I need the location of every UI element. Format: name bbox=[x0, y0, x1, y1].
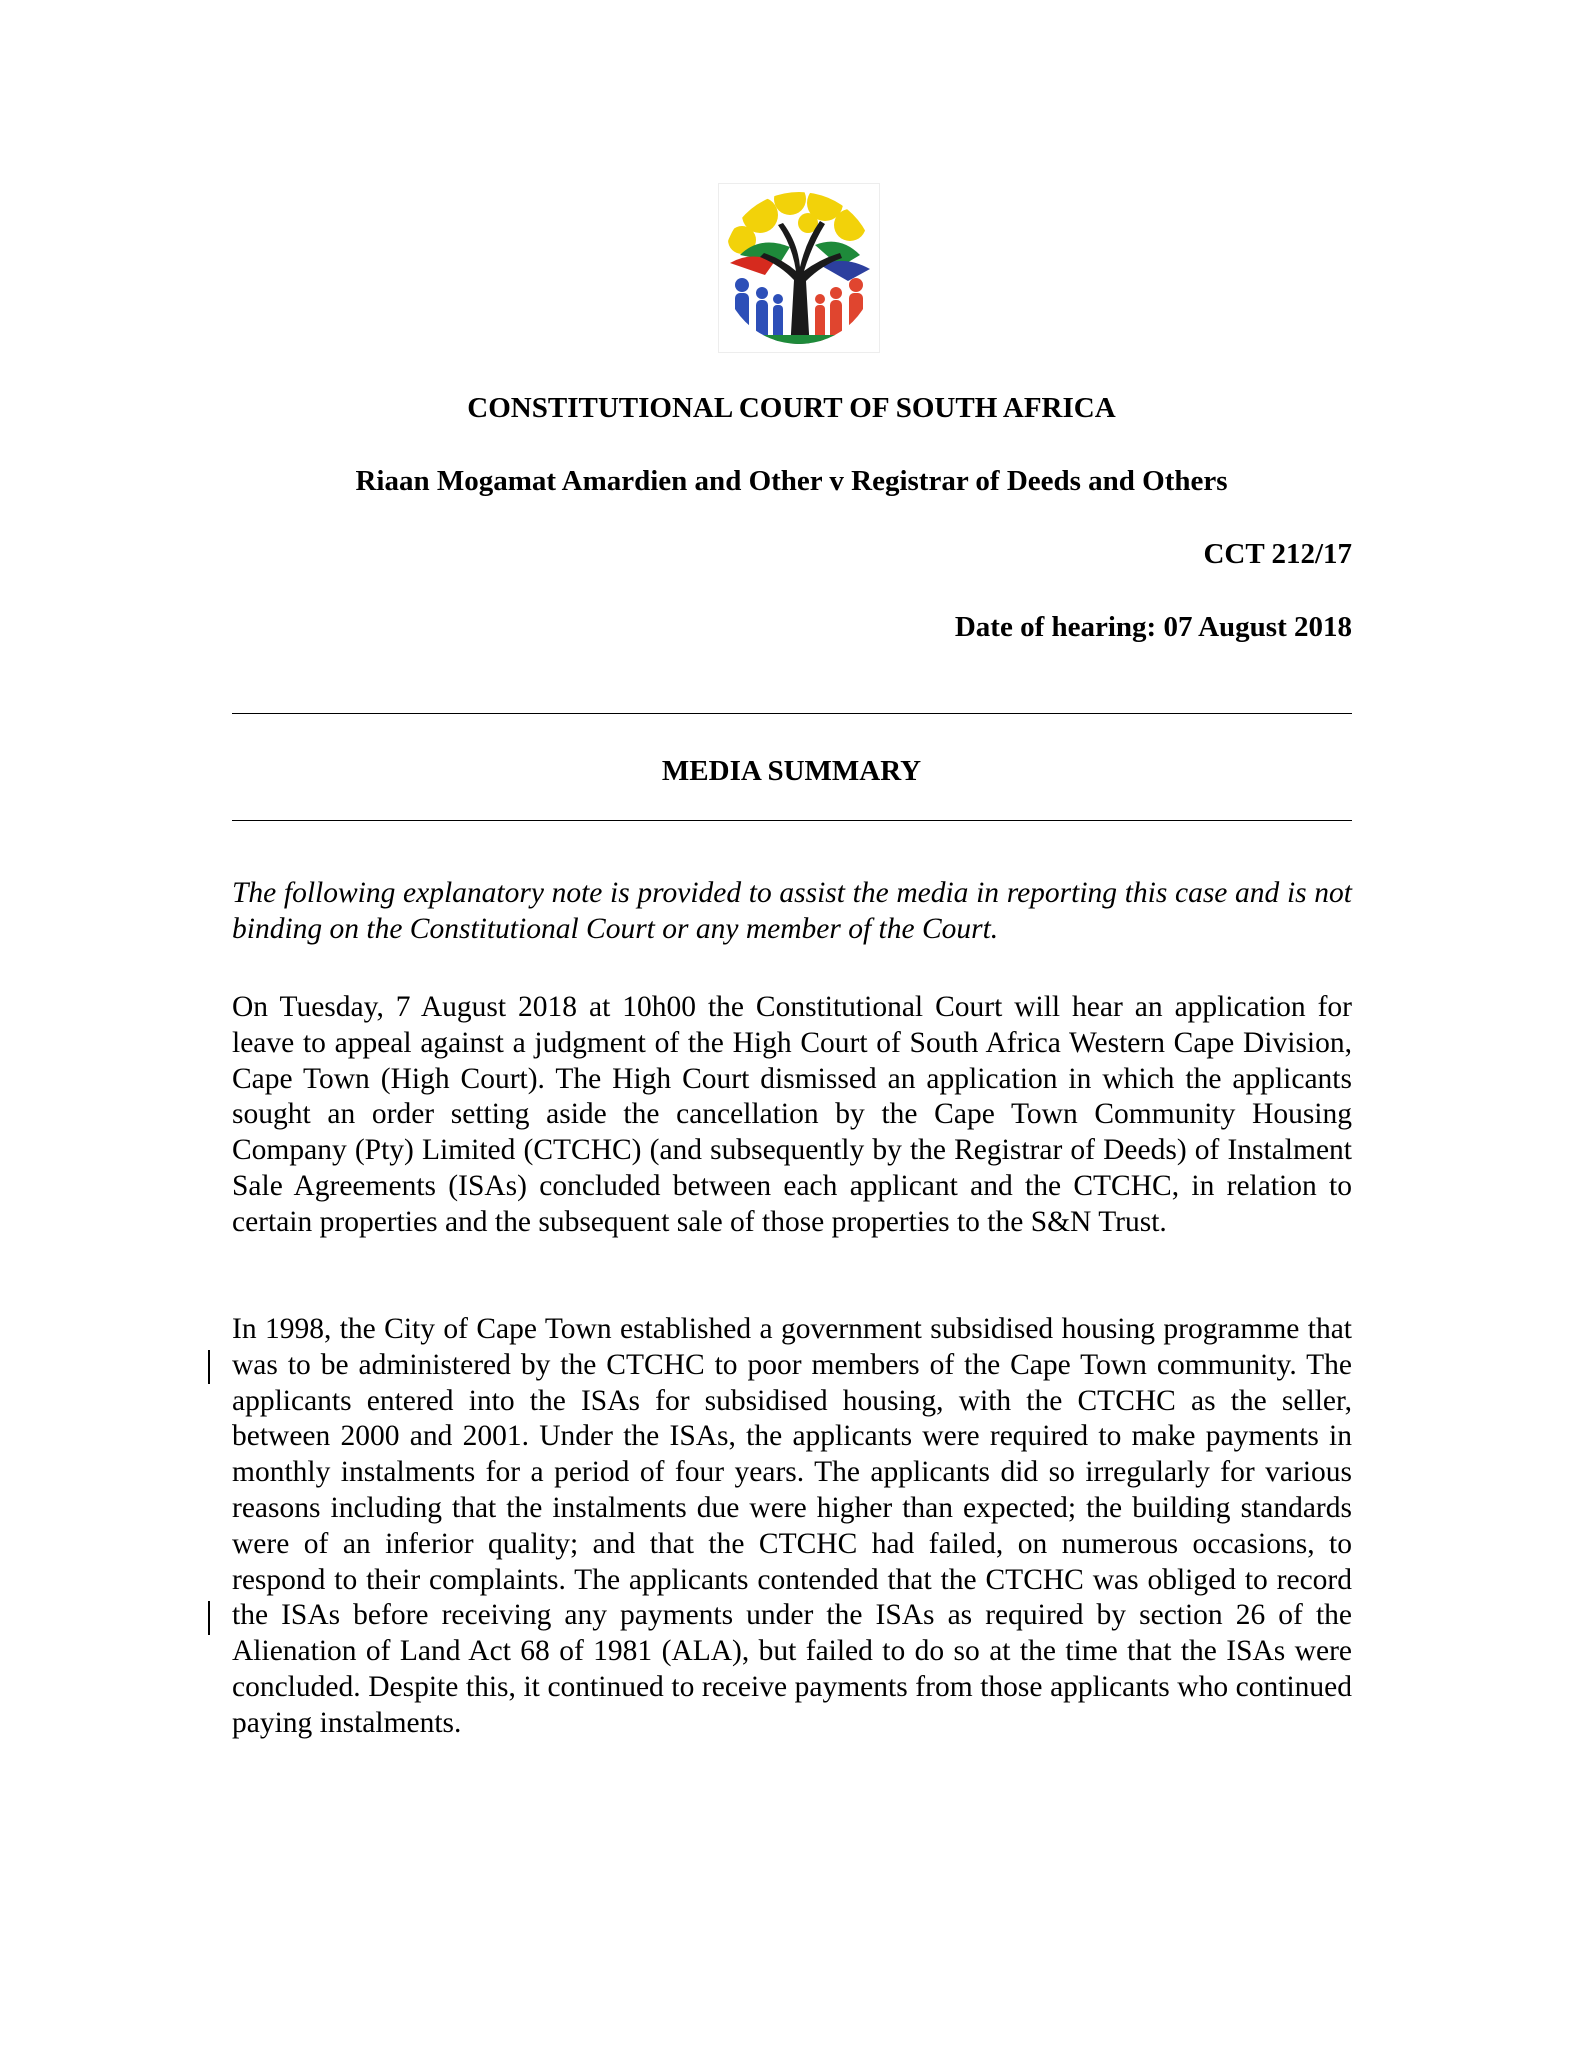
explanatory-note: The following explanatory note is provided to assist the media in reporting this case and is not binding on the Constitutional Court or any member of the Court. bbox=[232, 877, 1352, 945]
case-title: Riaan Mogamat Amardien and Other v Registrar of Deeds and Others bbox=[355, 465, 1228, 497]
change-bar bbox=[208, 1350, 210, 1384]
section-title: MEDIA SUMMARY bbox=[661, 755, 922, 787]
court-logo bbox=[718, 183, 880, 353]
case-number: CCT 212/17 bbox=[1203, 538, 1352, 570]
hearing-date: Date of hearing: 07 August 2018 bbox=[954, 611, 1352, 643]
court-name: CONSTITUTIONAL COURT OF SOUTH AFRICA bbox=[467, 392, 1116, 424]
change-bar bbox=[208, 1601, 210, 1635]
tree-people-logo-icon bbox=[720, 185, 878, 351]
divider-bottom bbox=[232, 820, 1352, 821]
paragraph-hearing: On Tuesday, 7 August 2018 at 10h00 the Constitutional Court will hear an application for leave to appeal against a judgment of the High Court of South Africa Western Cape Division, Cape Town (High Court). The High Court dismissed an application in which the applicants sought an order setting aside the cancellation by the Cape Town Community Housing Company (Pty) Limited (CTCHC) (and subsequently by the Registrar of Deeds) of Instalment Sale Agreements (ISAs) concluded between each applicant and the CTCHC, in relation to certain properties and the subsequent sale of those properties to the S&N Trust. bbox=[232, 991, 1352, 1238]
divider-top bbox=[232, 713, 1352, 714]
paragraph-background: In 1998, the City of Cape Town established a government subsidised housing programme that was to be administered by the CTCHC to poor members of the Cape Town community. The applicants entered into the ISAs for subsidised housing, with the CTCHC as the seller, between 2000 and 2001. Under the ISAs, the applicants were required to make payments in monthly instalments for a period of four years. The applicants did so irregularly for various reasons including that the instalments due were higher than expected; the building standards were of an inferior quality; and that the CTCHC had failed, on numerous occasions, to respond to their complaints. The applicants contended that the CTCHC was obliged to record the ISAs before receiving any payments under the ISAs as required by section 26 of the Alienation of Land Act 68 of 1981 (ALA), but failed to do so at the time that the ISAs were concluded. Despite this, it continued to receive payments from those applicants who continued paying instalments. bbox=[232, 1313, 1352, 1739]
